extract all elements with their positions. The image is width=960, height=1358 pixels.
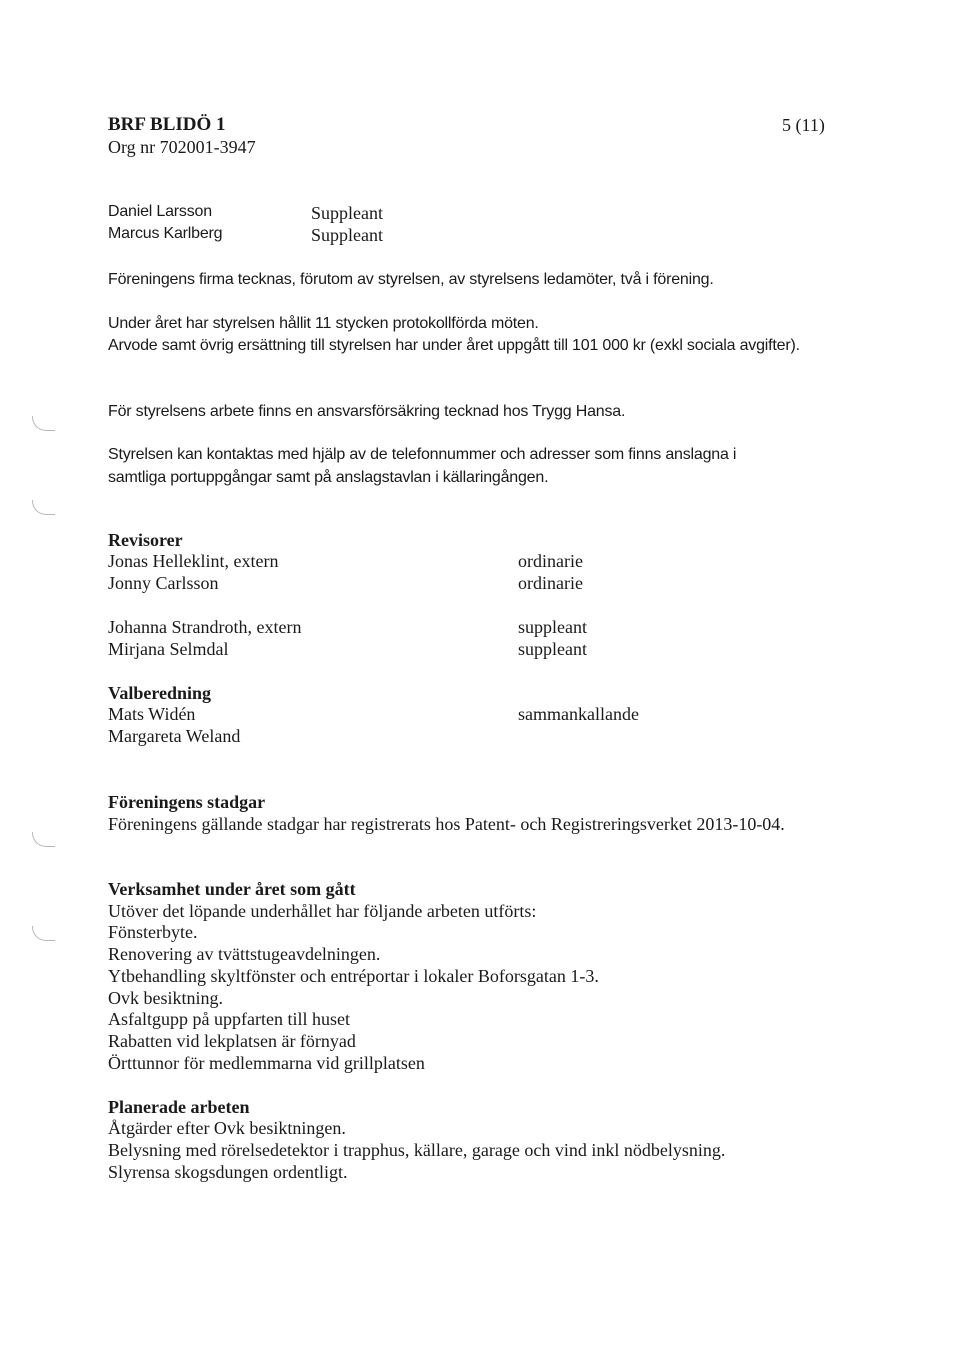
- scan-mark: [32, 416, 55, 431]
- planned-line: Belysning med rörelsedetektor i trapphus, källare, garage och vind inkl nödbelysning.: [108, 1140, 726, 1160]
- activities-heading: Verksamhet under året som gått: [108, 879, 356, 899]
- board-member-name: Daniel Larsson: [108, 203, 212, 220]
- nomination-member-role: sammankallande: [518, 704, 639, 724]
- insurance-paragraph: För styrelsens arbete finns en ansvarsförsäkring tecknad hos Trygg Hansa.: [108, 403, 626, 420]
- planned-line: Åtgärder efter Ovk besiktningen.: [108, 1118, 346, 1138]
- auditor-name: Mirjana Selmdal: [108, 639, 229, 659]
- planned-line: Slyrensa skogsdungen ordentligt.: [108, 1162, 348, 1182]
- compensation-paragraph: Arvode samt övrig ersättning till styrelsen har under året uppgått till 101 000 kr (exkl sociala avgifter).: [108, 337, 800, 354]
- auditor-role: ordinarie: [518, 551, 583, 571]
- meetings-paragraph: Under året har styrelsen hållit 11 stycken protokollförda möten.: [108, 315, 539, 332]
- activity-line: Utöver det löpande underhållet har följande arbeten utförts:: [108, 901, 537, 921]
- page-number: 5 (11): [782, 115, 825, 135]
- board-member-role: Suppleant: [311, 203, 383, 223]
- association-title: BRF BLIDÖ 1: [108, 114, 226, 135]
- activity-line: Örttunnor för medlemmarna vid grillplatsen: [108, 1053, 425, 1073]
- activity-line: Ytbehandling skyltfönster och entréportar i lokaler Boforsgatan 1-3.: [108, 966, 599, 986]
- nomination-member-name: Margareta Weland: [108, 726, 241, 746]
- activity-line: Renovering av tvättstugeavdelningen.: [108, 944, 381, 964]
- auditor-role: suppleant: [518, 639, 587, 659]
- auditor-name: Jonny Carlsson: [108, 573, 219, 593]
- nomination-member-name: Mats Widén: [108, 704, 196, 724]
- activity-line: Ovk besiktning.: [108, 988, 223, 1008]
- bylaws-heading: Föreningens stadgar: [108, 792, 266, 812]
- scan-mark: [32, 926, 55, 941]
- planned-heading: Planerade arbeten: [108, 1097, 250, 1117]
- scan-mark: [32, 832, 55, 847]
- auditor-role: ordinarie: [518, 573, 583, 593]
- auditor-name: Johanna Strandroth, extern: [108, 617, 302, 637]
- scan-mark: [32, 500, 55, 515]
- board-member-name: Marcus Karlberg: [108, 225, 223, 242]
- auditors-heading: Revisorer: [108, 530, 183, 550]
- auditor-name: Jonas Helleklint, extern: [108, 551, 279, 571]
- nomination-heading: Valberedning: [108, 683, 212, 703]
- activity-line: Fönsterbyte.: [108, 922, 198, 942]
- activity-line: Rabatten vid lekplatsen är förnyad: [108, 1031, 356, 1051]
- contact-paragraph: Styrelsen kan kontaktas med hjälp av de telefonnummer och adresser som finns anslagna i samtliga portuppgångar samt på anslagstavlan i källaringången.: [108, 446, 737, 486]
- auditor-role: suppleant: [518, 617, 587, 637]
- board-member-role: Suppleant: [311, 225, 383, 245]
- org-number: Org nr 702001-3947: [108, 137, 256, 157]
- bylaws-text: Föreningens gällande stadgar har registrerats hos Patent- och Registreringsverket 2013-10-04.: [108, 814, 785, 834]
- activity-line: Asfaltgupp på uppfarten till huset: [108, 1009, 350, 1029]
- firma-paragraph: Föreningens firma tecknas, förutom av styrelsen, av styrelsens ledamöter, två i förening.: [108, 271, 714, 288]
